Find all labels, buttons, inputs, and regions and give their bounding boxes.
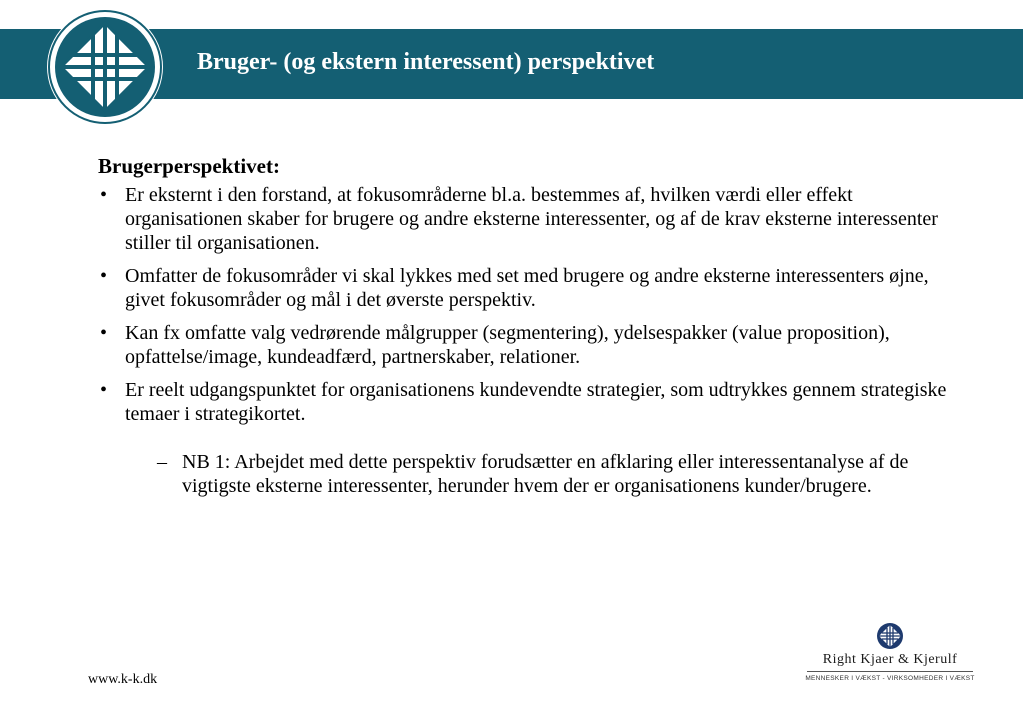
dash-marker: – xyxy=(157,451,167,473)
bullet-marker: • xyxy=(100,322,108,344)
company-tagline: MENNESKER I VÆKST - VIRKSOMHEDER I VÆKST xyxy=(805,675,975,682)
company-name: Right Kjaer & Kjerulf xyxy=(822,652,958,667)
sub-bullet-item xyxy=(157,450,942,498)
bullet-text: Er reelt udgangspunktet for organisationens kundevendte strategier, som udtrykkes gennem strategiske temaer i strategikortet. xyxy=(125,379,947,425)
bullet-item xyxy=(98,183,958,255)
company-divider xyxy=(807,671,973,672)
bullet-item xyxy=(98,378,958,426)
bullet-text: Kan fx omfatte valg vedrørende målgrupper (segmentering), ydelsespakker (value proposition), opfattelse/image, kundeadfærd, partnerskaber, relationer. xyxy=(125,322,890,368)
bullet-text: Er eksternt i den forstand, at fokusområderne bl.a. bestemmes af, hvilken værdi eller effekt organisationen skaber for brugere og andre eksterne interessenter, og af de krav eksterne interessenter stiller til organisationen. xyxy=(125,184,938,254)
slide-title: Bruger- (og ekstern interessent) perspektivet xyxy=(197,49,655,75)
bullet-marker: • xyxy=(100,379,108,401)
footer-url-link[interactable]: www.k-k.dk xyxy=(88,672,158,687)
footer-company-logo xyxy=(805,622,975,686)
bullet-item xyxy=(98,321,958,369)
bullet-marker: • xyxy=(100,184,108,206)
bullet-item xyxy=(98,264,958,312)
bullet-list xyxy=(98,183,958,426)
slide-content xyxy=(98,153,958,498)
bullet-text: Omfatter de fokusområder vi skal lykkes med set med brugere og andre eksterne interessenters øjne, givet fokusområder og mål i det øverste perspektiv. xyxy=(125,265,929,311)
mini-globe-icon xyxy=(876,622,904,650)
section-heading: Brugerperspektivet: xyxy=(98,154,280,178)
company-logo xyxy=(47,9,163,125)
bullet-marker: • xyxy=(100,265,108,287)
sub-bullet-text: NB 1: Arbejdet med dette perspektiv forudsætter en afklaring eller interessentanalyse af de vigtigste eksterne interessenter, herunder hvem der er organisationens kunder/brugere. xyxy=(182,451,909,497)
globe-logo-icon xyxy=(47,9,163,125)
